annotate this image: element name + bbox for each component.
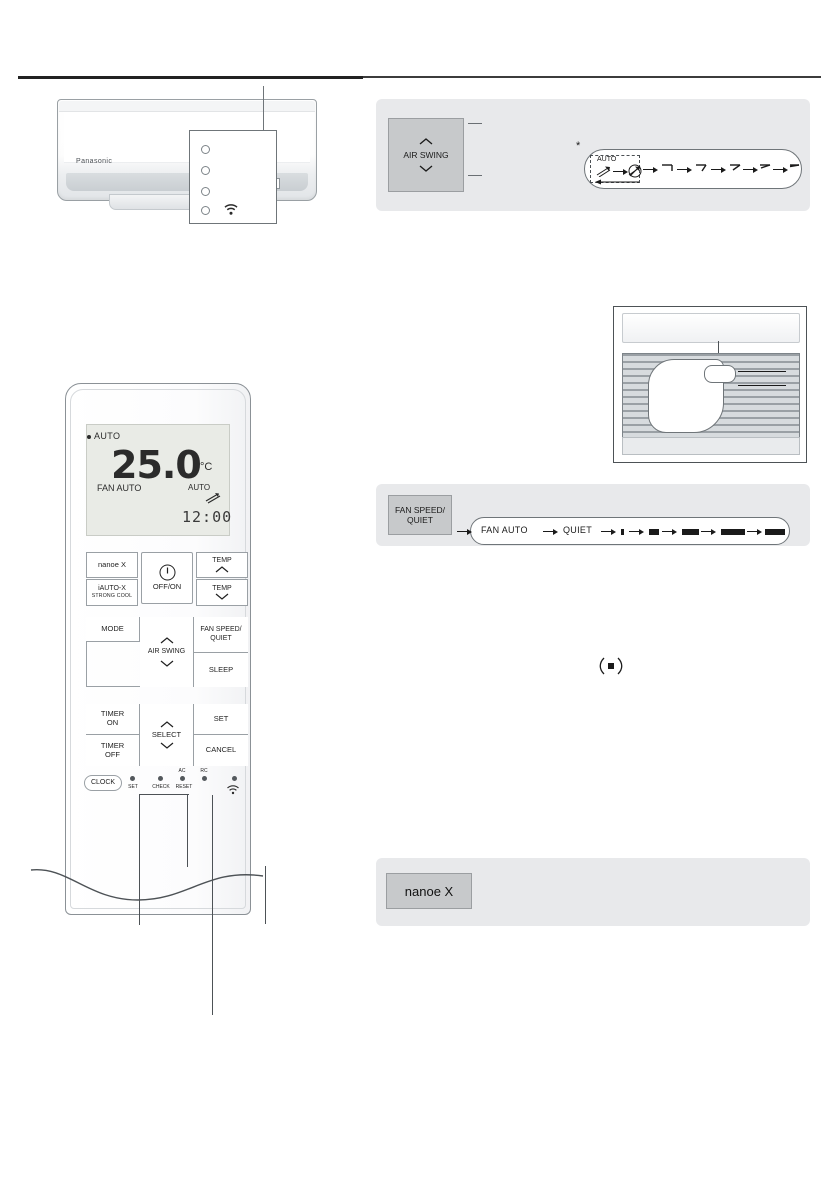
remote-fan-speed-quiet-button[interactable] — [194, 617, 248, 653]
indicator-lamp-row-3 — [201, 185, 263, 197]
brand-label: Panasonic — [76, 158, 113, 165]
lcd-clock: 12:00 — [182, 508, 233, 526]
chevron-up-icon — [419, 138, 433, 145]
remote-fan-speed-label-1: FAN SPEED/ — [200, 626, 242, 634]
leader-line-connector — [139, 794, 189, 795]
led-rc-reset-icon — [202, 776, 207, 781]
remote-clock-label: CLOCK — [90, 778, 116, 786]
led-wifi-dot-icon — [232, 776, 237, 781]
remote-air-swing-label: AIR SWING — [147, 647, 186, 655]
led-ac-reset-icon — [180, 776, 185, 781]
lcd-fan-label: FAN AUTO — [97, 483, 142, 493]
photo-base-strip — [622, 437, 800, 455]
air-swing-flow-box — [584, 149, 802, 189]
fan-flow-arrow-2 — [601, 528, 617, 535]
remote-nanoe-button[interactable] — [86, 552, 138, 578]
quiet-label: QUIET — [563, 525, 593, 535]
lamp-3-icon — [201, 187, 210, 196]
fan-level-3-bar — [682, 529, 699, 535]
pos-3-icon — [729, 163, 743, 175]
air-swing-button-connector-2 — [468, 175, 482, 186]
power-icon — [159, 564, 176, 581]
remote-set-button[interactable] — [194, 704, 248, 735]
indoor-unit-body — [57, 99, 317, 201]
chevron-up-icon — [160, 637, 174, 644]
led-set-label: SET — [128, 784, 138, 790]
flow-arrow-5 — [743, 166, 759, 173]
lamp-wifi-icon — [201, 206, 210, 215]
fan-level-2-bar — [649, 529, 659, 535]
remote-sleep-label: SLEEP — [208, 664, 234, 674]
fan-flow-arrow-5 — [701, 528, 717, 535]
pos-1-icon — [661, 163, 675, 175]
flow-arrow-4 — [711, 166, 727, 173]
lcd-temperature: 25.0 — [111, 443, 201, 487]
fan-speed-button-label-1: FAN SPEED/ — [394, 504, 446, 515]
wifi-icon — [223, 202, 239, 216]
flow-arrow-3 — [677, 166, 693, 173]
remote-control — [65, 383, 251, 915]
chevron-up-icon — [215, 566, 229, 573]
pos-4-icon — [759, 163, 773, 175]
remote-iautox-label: iAUTO-X — [98, 585, 126, 593]
led-reset-label: RESET — [175, 784, 193, 790]
leader-line-right — [265, 866, 266, 924]
remote-timer-on-label-1: TIMER — [100, 709, 125, 719]
flow-arrow-2 — [643, 166, 659, 173]
remote-timer-off-label-1: TIMER — [100, 740, 125, 750]
swing-auto-icon — [596, 166, 612, 177]
remote-mode-button[interactable] — [86, 617, 140, 642]
lamp-1-icon — [201, 145, 210, 154]
remote-fan-speed-label-2: QUIET — [210, 634, 232, 642]
remote-led-row — [86, 768, 236, 800]
remote-timer-off-button[interactable] — [86, 735, 140, 766]
remote-temp-up-label: TEMP — [212, 557, 232, 565]
led-set-icon — [130, 776, 135, 781]
nanoe-x-button-label: nanoe X — [404, 883, 454, 899]
led-rc-label: RC — [200, 768, 208, 774]
lcd-temperature-unit: °C — [200, 461, 213, 473]
remote-temp-up-button[interactable] — [196, 552, 248, 578]
led-check-icon — [158, 776, 163, 781]
chevron-up-icon — [160, 721, 174, 728]
remote-timer-off-label-2: OFF — [105, 749, 120, 759]
lcd-swing-label: AUTO — [188, 483, 211, 492]
remote-temp-down-label: TEMP — [212, 584, 232, 592]
remote-timer-on-label-2: ON — [106, 718, 119, 727]
unit-top-lip — [59, 101, 315, 112]
manual-louver-adjust-photo — [613, 306, 807, 463]
leader-line-ac-rc — [187, 795, 188, 867]
air-swing-auto-label: AUTO — [597, 156, 617, 163]
lcd-air-swing-icon — [205, 491, 221, 503]
fan-level-5-bar — [765, 529, 785, 535]
remote-iautox-button[interactable] — [86, 579, 138, 606]
remote-off-on-label: OFF/ON — [152, 582, 182, 592]
indicator-lamp-row-wifi — [201, 204, 263, 216]
header-rule-accent — [18, 76, 363, 79]
led-ac-label: AC — [178, 768, 186, 774]
remote-iautox-sub-label: STRONG COOL — [91, 592, 133, 599]
fan-flow-arrow-1 — [543, 528, 559, 535]
remote-off-on-button[interactable] — [141, 552, 193, 604]
remote-temp-down-button[interactable] — [196, 579, 248, 606]
loop-back-arrow — [594, 178, 640, 186]
swing-off-icon — [627, 164, 643, 178]
remote-cancel-button[interactable] — [194, 735, 248, 766]
indicator-panel — [189, 130, 277, 224]
pos-2-icon — [695, 163, 709, 175]
fan-flow-arrow-0 — [457, 528, 473, 535]
quiet-symbol-icon — [598, 655, 624, 677]
air-swing-auto-dashed-box — [590, 155, 640, 183]
lcd-mode-label: AUTO — [94, 431, 121, 441]
remote-sleep-button[interactable] — [194, 653, 248, 687]
remote-select-button[interactable] — [140, 704, 194, 766]
pos-5-icon — [789, 163, 801, 175]
fan-level-4-bar — [721, 529, 745, 535]
photo-leader-line — [718, 341, 719, 353]
remote-select-label: SELECT — [151, 729, 182, 739]
remote-timer-on-button[interactable] — [86, 704, 140, 735]
remote-lcd-display — [86, 424, 233, 536]
fan-speed-flow-box — [470, 517, 790, 545]
lamp-2-icon — [201, 166, 210, 175]
fan-speed-button-label-2: QUIET — [407, 515, 433, 525]
photo-indoor-unit — [622, 313, 800, 343]
led-wifi-icon — [226, 782, 240, 800]
air-swing-button-label: AIR SWING — [403, 149, 449, 160]
remote-set-label: SET — [213, 713, 229, 723]
remote-mode-label: MODE — [101, 623, 124, 633]
remote-air-swing-button[interactable] — [140, 617, 194, 687]
fan-auto-label: FAN AUTO — [481, 525, 528, 535]
chevron-down-icon — [419, 165, 433, 172]
photo-arrow-left — [738, 371, 786, 372]
nanoe-x-button[interactable] — [386, 873, 472, 909]
indicator-lamp-row-2 — [201, 164, 263, 176]
fan-flow-arrow-4 — [662, 528, 678, 535]
photo-finger — [704, 365, 736, 383]
leader-line-set-check — [139, 795, 140, 925]
remote-cancel-label: CANCEL — [205, 745, 237, 755]
air-swing-button-connector-1 — [468, 123, 482, 134]
fan-level-1-bar — [621, 529, 624, 535]
chevron-down-icon — [160, 742, 174, 749]
chevron-down-icon — [215, 593, 229, 600]
fan-flow-arrow-6 — [747, 528, 763, 535]
flow-arrow-6 — [773, 166, 789, 173]
fan-speed-quiet-button[interactable] — [388, 495, 452, 535]
indicator-lamp-row-1 — [201, 143, 263, 155]
photo-arrow-right — [738, 385, 786, 386]
leader-line-wifi — [212, 795, 213, 1015]
led-check-label: CHECK — [152, 784, 170, 790]
fan-flow-arrow-3 — [629, 528, 645, 535]
leader-line-indicator — [263, 86, 264, 130]
chevron-down-icon — [160, 660, 174, 667]
air-swing-asterisk: * — [576, 140, 581, 152]
remote-nanoe-label: nanoe X — [98, 559, 126, 569]
air-swing-button[interactable] — [388, 118, 464, 192]
